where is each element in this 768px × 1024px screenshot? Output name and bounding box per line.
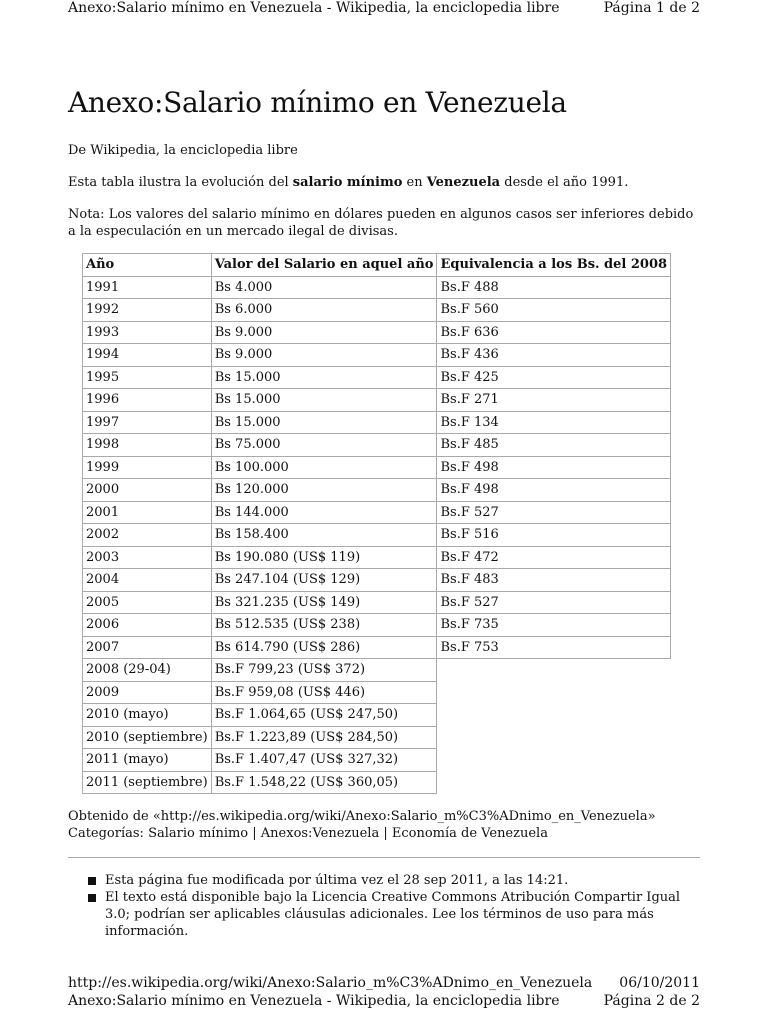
table-row [83, 321, 671, 344]
salary-table [82, 253, 671, 794]
cell-year: 2002 [83, 524, 212, 547]
cell-year: 1994 [83, 344, 212, 367]
cell-equivalence [437, 704, 671, 727]
intro-post: desde el año 1991. [500, 175, 629, 190]
cell-year: 2001 [83, 501, 212, 524]
cell-salary: Bs.F 1.407,47 (US$ 327,32) [211, 749, 437, 772]
cell-year: 1996 [83, 389, 212, 412]
cell-salary: Bs 158.400 [211, 524, 437, 547]
cell-salary: Bs 75.000 [211, 434, 437, 457]
cell-salary: Bs.F 1.548,22 (US$ 360,05) [211, 771, 437, 794]
cell-equivalence [437, 681, 671, 704]
table-row [83, 636, 671, 659]
intro-mid: en [402, 175, 427, 190]
cell-salary: Bs 190.080 (US$ 119) [211, 546, 437, 569]
table-row [83, 749, 671, 772]
cell-equivalence: Bs.F 527 [437, 501, 671, 524]
cell-equivalence: Bs.F 134 [437, 411, 671, 434]
cell-year: 2005 [83, 591, 212, 614]
footer-page-number: Página 2 de 2 [603, 993, 700, 1009]
table-body [83, 276, 671, 794]
print-footer-line-2 [68, 993, 700, 1009]
cell-year: 1995 [83, 366, 212, 389]
cell-year: 1991 [83, 276, 212, 299]
table-row [83, 569, 671, 592]
cell-salary: Bs.F 1.064,65 (US$ 247,50) [211, 704, 437, 727]
cell-year: 2011 (septiembre) [83, 771, 212, 794]
cell-year: 2006 [83, 614, 212, 637]
table-row [83, 591, 671, 614]
cell-year: 1993 [83, 321, 212, 344]
cell-year: 2010 (septiembre) [83, 726, 212, 749]
table-row [83, 434, 671, 457]
table-row [83, 524, 671, 547]
page-header [68, 0, 700, 16]
cell-salary: Bs 9.000 [211, 321, 437, 344]
cell-equivalence: Bs.F 483 [437, 569, 671, 592]
table-row [83, 501, 671, 524]
cell-year: 2000 [83, 479, 212, 502]
note-paragraph: Nota: Los valores del salario mínimo en dólares pueden en algunos casos ser inferiores debido a la especulación en un mercado ilegal de divisas. [68, 207, 694, 239]
cell-salary: Bs 321.235 (US$ 149) [211, 591, 437, 614]
source-text[interactable]: Obtenido de «http://es.wikipedia.org/wiki/Anexo:Salario_m%C3%ADnimo_en_Venezuela» [68, 809, 656, 824]
table-row [83, 479, 671, 502]
page-title: Anexo:Salario mínimo en Venezuela [68, 86, 567, 119]
cell-salary: Bs 15.000 [211, 389, 437, 412]
cell-equivalence: Bs.F 498 [437, 456, 671, 479]
cell-salary: Bs 4.000 [211, 276, 437, 299]
cell-equivalence: Bs.F 560 [437, 299, 671, 322]
cell-equivalence: Bs.F 636 [437, 321, 671, 344]
source-line [68, 808, 700, 825]
cell-equivalence: Bs.F 436 [437, 344, 671, 367]
cell-equivalence: Bs.F 485 [437, 434, 671, 457]
table-row [83, 411, 671, 434]
table-row [83, 299, 671, 322]
table-header-row [83, 254, 671, 277]
table-row [83, 276, 671, 299]
cell-salary: Bs 6.000 [211, 299, 437, 322]
cell-salary: Bs.F 959,08 (US$ 446) [211, 681, 437, 704]
column-header-salary: Valor del Salario en aquel año [211, 254, 437, 277]
last-modified-text: Esta página fue modificada por última vez el 28 sep 2011, a las 14:21. [105, 873, 569, 888]
column-header-equivalence: Equivalencia a los Bs. del 2008 [437, 254, 671, 277]
cell-year: 2011 (mayo) [83, 749, 212, 772]
table-row [83, 366, 671, 389]
footer-title: Anexo:Salario mínimo en Venezuela - Wikipedia, la enciclopedia libre [68, 993, 560, 1009]
categories-line[interactable]: Categorías: Salario mínimo | Anexos:Venezuela | Economía de Venezuela [68, 826, 548, 841]
table-row [83, 456, 671, 479]
cell-salary: Bs 144.000 [211, 501, 437, 524]
cell-year: 2004 [83, 569, 212, 592]
table-row [83, 344, 671, 367]
cell-equivalence: Bs.F 472 [437, 546, 671, 569]
cell-salary: Bs 15.000 [211, 366, 437, 389]
cell-year: 2008 (29-04) [83, 659, 212, 682]
cell-year: 1997 [83, 411, 212, 434]
print-footer-line-1 [68, 975, 700, 991]
list-item [88, 889, 688, 940]
table-row [83, 704, 671, 727]
cell-equivalence: Bs.F 735 [437, 614, 671, 637]
column-header-year: Año [83, 254, 212, 277]
cell-salary: Bs.F 1.223,89 (US$ 284,50) [211, 726, 437, 749]
cell-salary: Bs 512.535 (US$ 238) [211, 614, 437, 637]
table-row [83, 659, 671, 682]
intro-paragraph [68, 174, 700, 191]
table-row [83, 726, 671, 749]
table-row [83, 771, 671, 794]
header-page-number: Página 1 de 2 [603, 0, 700, 16]
intro-link-venezuela[interactable]: Venezuela [426, 175, 501, 190]
cell-salary: Bs 614.790 (US$ 286) [211, 636, 437, 659]
cell-equivalence [437, 771, 671, 794]
header-title: Anexo:Salario mínimo en Venezuela - Wikipedia, la enciclopedia libre [68, 0, 560, 16]
intro-link-salario[interactable]: salario mínimo [292, 175, 403, 190]
bullet-icon [88, 894, 96, 902]
table-row [83, 546, 671, 569]
cell-equivalence: Bs.F 498 [437, 479, 671, 502]
cell-equivalence: Bs.F 488 [437, 276, 671, 299]
cell-salary: Bs 15.000 [211, 411, 437, 434]
cell-salary: Bs.F 799,23 (US$ 372) [211, 659, 437, 682]
cell-salary: Bs 100.000 [211, 456, 437, 479]
footer-date: 06/10/2011 [619, 975, 700, 991]
table-row [83, 389, 671, 412]
cell-year: 1999 [83, 456, 212, 479]
cell-salary: Bs 247.104 (US$ 129) [211, 569, 437, 592]
list-item [88, 872, 688, 889]
intro-pre: Esta tabla ilustra la evolución del [68, 175, 293, 190]
footer-url: http://es.wikipedia.org/wiki/Anexo:Salario_m%C3%ADnimo_en_Venezuela [68, 975, 593, 991]
cell-year: 1998 [83, 434, 212, 457]
table-row [83, 681, 671, 704]
subtitle: De Wikipedia, la enciclopedia libre [68, 143, 298, 158]
cell-year: 2003 [83, 546, 212, 569]
cell-year: 1992 [83, 299, 212, 322]
cell-equivalence: Bs.F 271 [437, 389, 671, 412]
divider [68, 857, 700, 858]
license-text: El texto está disponible bajo la Licencia Creative Commons Atribución Compartir Igual 3.0; podrían ser aplicables cláusulas adicionales. Lee los términos de uso para más información. [105, 890, 681, 939]
table-row [83, 614, 671, 637]
cell-equivalence: Bs.F 425 [437, 366, 671, 389]
cell-equivalence [437, 749, 671, 772]
cell-equivalence [437, 659, 671, 682]
cell-year: 2009 [83, 681, 212, 704]
cell-equivalence [437, 726, 671, 749]
cell-year: 2007 [83, 636, 212, 659]
cell-year: 2010 (mayo) [83, 704, 212, 727]
cell-equivalence: Bs.F 527 [437, 591, 671, 614]
bullet-icon [88, 877, 96, 885]
cell-equivalence: Bs.F 516 [437, 524, 671, 547]
cell-salary: Bs 120.000 [211, 479, 437, 502]
cell-equivalence: Bs.F 753 [437, 636, 671, 659]
footer-info-list [88, 872, 688, 940]
cell-salary: Bs 9.000 [211, 344, 437, 367]
